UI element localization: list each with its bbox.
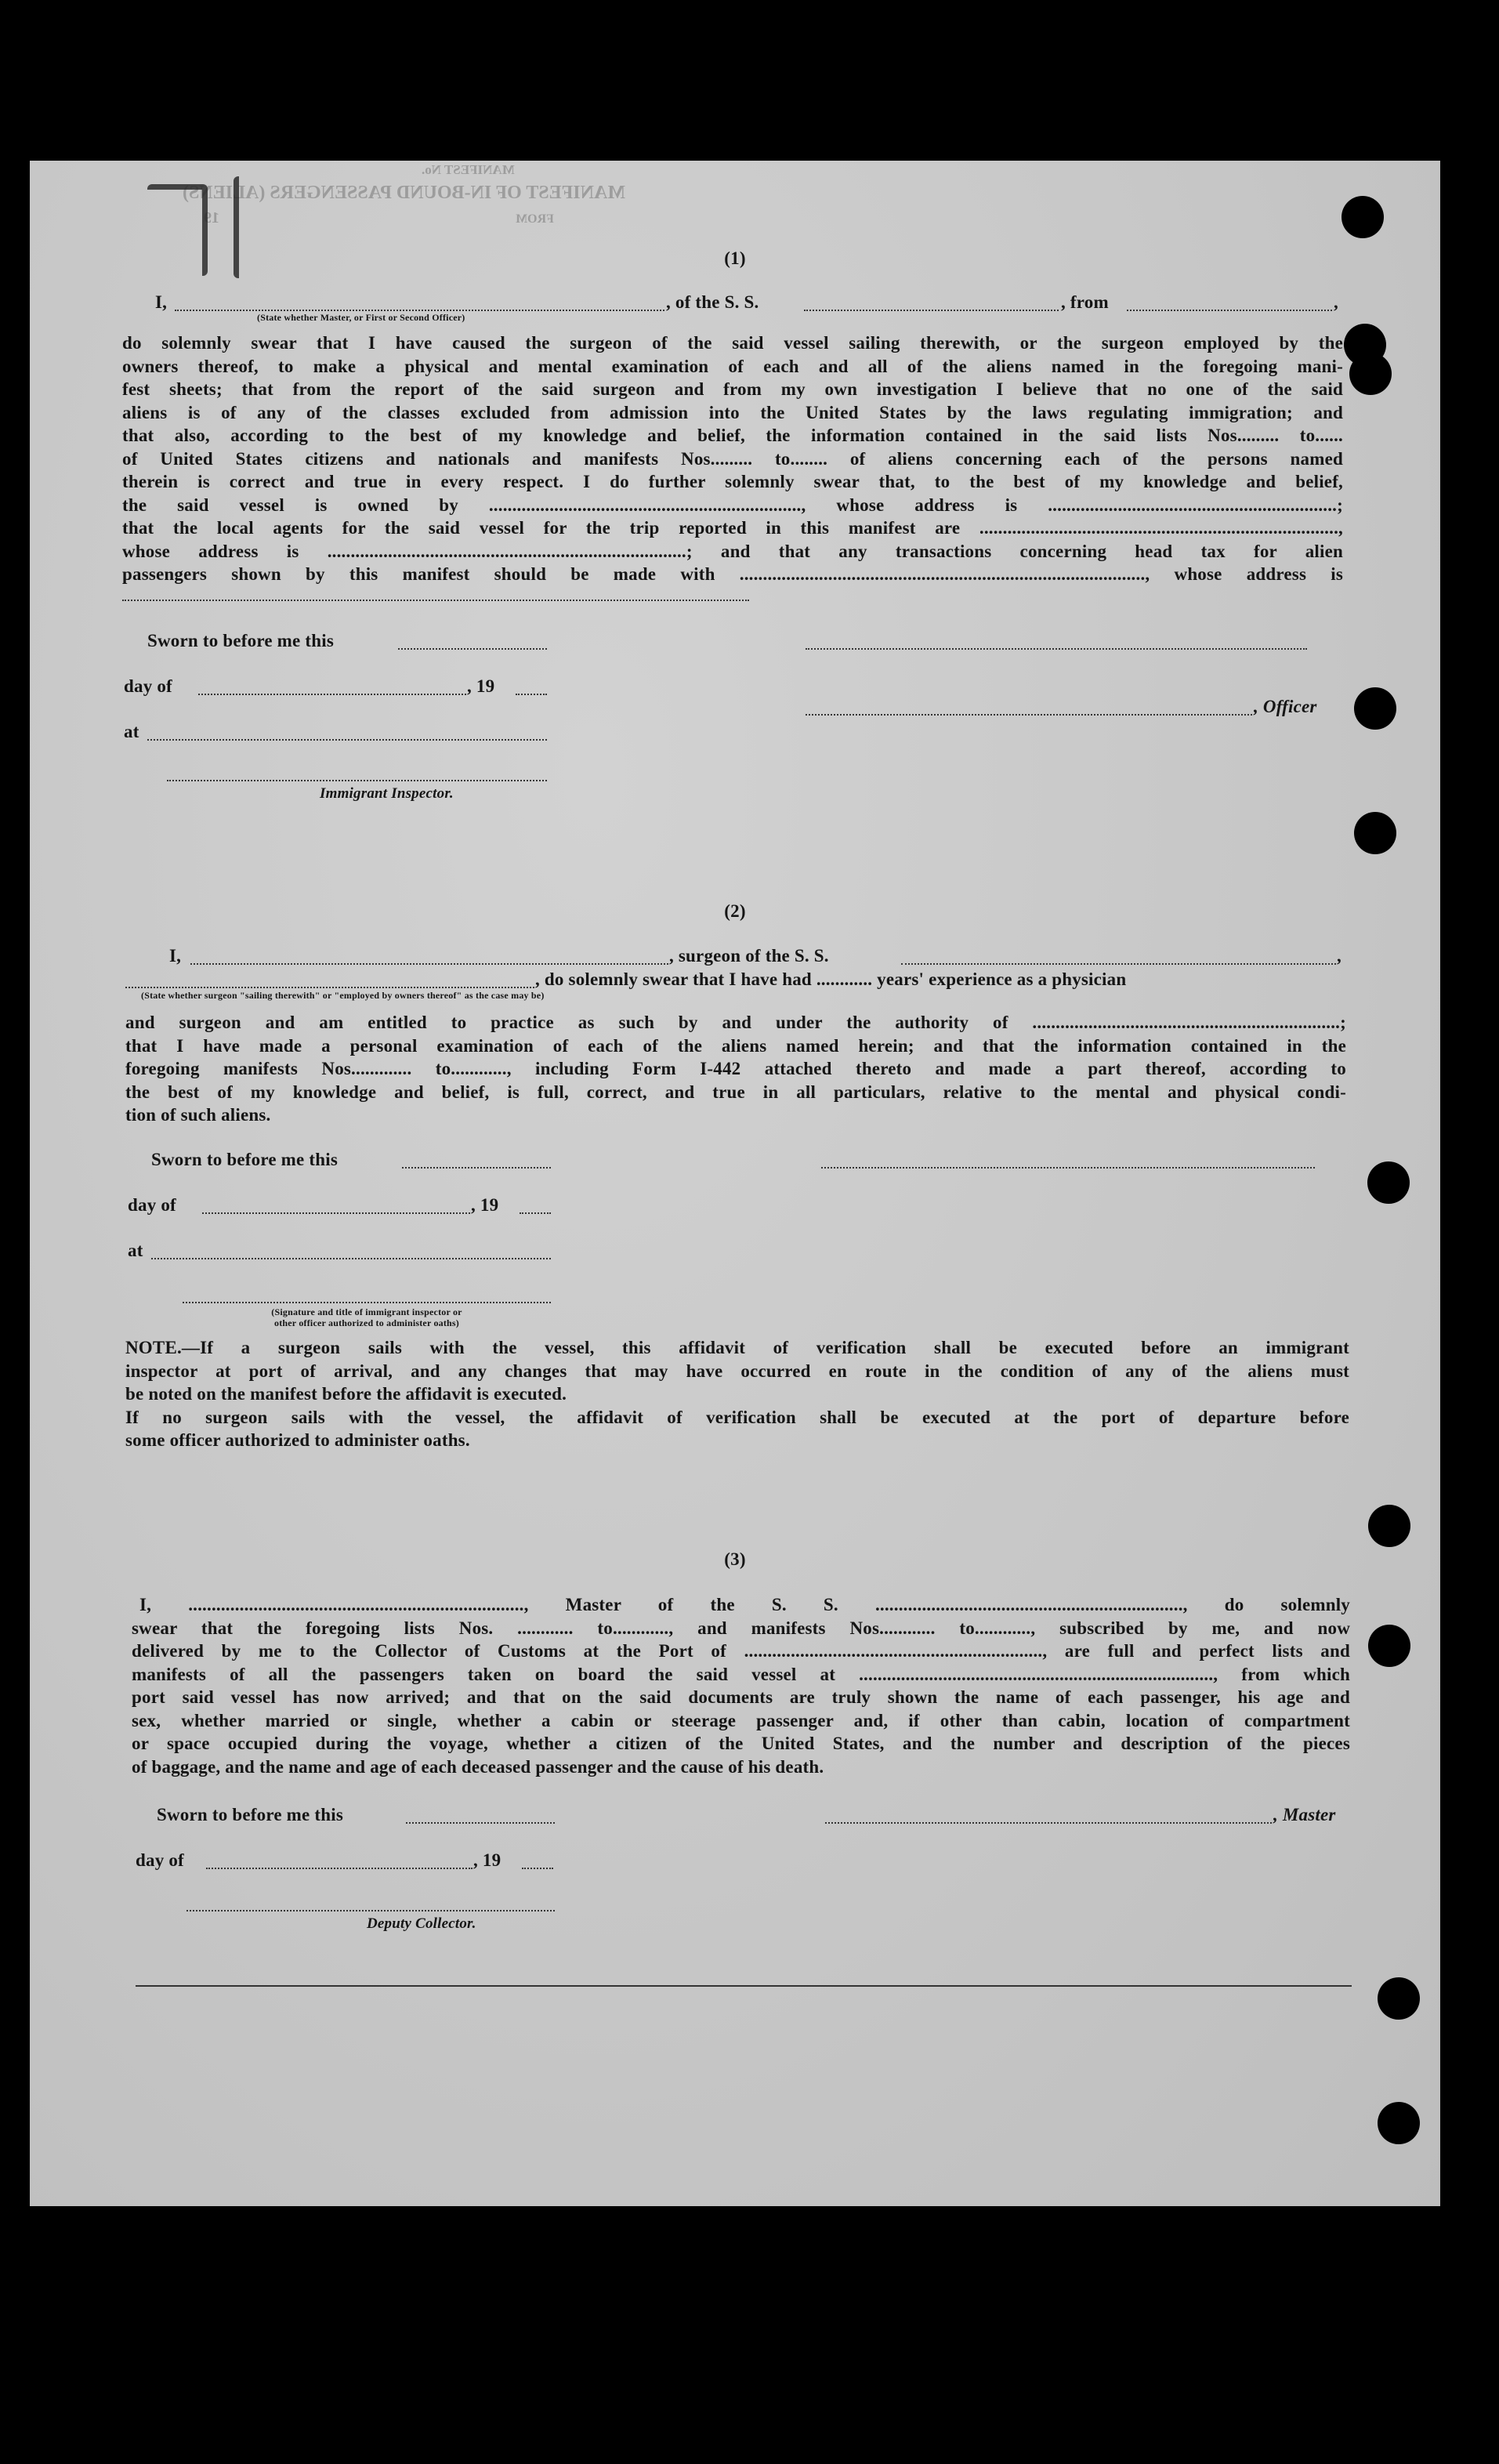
section-2-day-label: day of [128,1195,176,1215]
section-1-year-field[interactable] [516,694,547,695]
section-1-line-4: aliens is of any of the classes excluded from admission into the United States by the laws regulating immigration; and [122,402,1343,422]
inspector-signature-field[interactable] [167,780,547,781]
section-3-number: (3) [724,1549,746,1569]
section-1-line-7: therein is correct and true in every respect. I do further solemnly swear that, to the best of my knowledge and belief, [122,472,1343,491]
section-3-line-1: I, ........................................................................, Master of the S. S. .................................................................., do solemnly [139,1595,1350,1614]
section-3-line-4: manifests of all the passengers taken on board the said vessel at ............................................................................, from which [132,1664,1350,1684]
section-3-line-6: sex, whether married or single, whether a cabin or steerage passenger and, if other than cabin, location of compartment [132,1710,1350,1730]
note-2-line-1: If no surgeon sails with the vessel, the affidavit of verification shall be executed at the port of departure before [125,1407,1349,1427]
section-2-paragraph [125,1011,1346,1127]
section-1-line-5: that also, according to the best of my knowledge and belief, the information contained in the said lists Nos......... to...... [122,426,1343,445]
binder-hole [1368,1625,1410,1667]
surgeon-name-field[interactable] [190,963,668,965]
section-1-sworn-label: Sworn to before me this [147,631,334,650]
master-signature-field[interactable] [825,1822,1272,1824]
bleed-through-manifest-no: MANIFEST No. [422,162,515,177]
section-3-line-2: swear that the foregoing lists Nos. ............ to............, and manifests Nos............ to............, subscribed by me, and now [132,1618,1350,1638]
years-experience-line: , do solemnly swear that I have had ............ years' experience as a physician [535,969,1127,989]
section-1-place-field[interactable] [147,739,547,741]
master-label: , Master [1273,1805,1336,1824]
section-1-month-field[interactable] [198,694,466,695]
section-3-line-5: port said vessel has now arrived; and that on the said documents are truly shown the name of each passenger, his age and [132,1687,1350,1707]
binder-hole [1368,1505,1410,1547]
immigrant-inspector-label: Immigrant Inspector. [320,785,454,802]
section-1-sworn-day-field[interactable] [398,648,547,650]
section-3-year-field[interactable] [522,1868,553,1869]
section-1-signature-field[interactable] [806,648,1307,650]
section-2-year-label: , 19 [471,1195,499,1215]
section-1-line-2: owners thereof, to make a physical and mental examination of each and all of the aliens named in the foregoing mani- [122,356,1343,376]
section-1-number: (1) [724,248,746,268]
section-2-line-5: tion of such aliens. [125,1105,271,1125]
section-1-line-10: whose address is .............................................................................; and that any transactions concerning head tax for alien [122,541,1343,561]
of-ss-label: , of the S. S. [666,292,759,312]
section-2-line-4: the best of my knowledge and belief, is full, correct, and true in all particulars, relative to the mental and physical condi- [125,1082,1346,1102]
binder-hole [1341,196,1384,238]
section-2-inspector-signature-field[interactable] [183,1302,551,1303]
bleed-through-heading: MANIFEST OF IN-BOUND PASSENGERS (ALIENS) [183,183,625,203]
signature-title-note-1: (Signature and title of immigrant inspector or [271,1306,462,1317]
binder-hole [1354,687,1396,730]
section-2-at-label: at [128,1241,143,1260]
officer-signature-field[interactable] [806,714,1252,716]
section-3-month-field[interactable] [206,1868,473,1869]
bleed-through-from: FROM [516,212,554,226]
section-3-year-label: , 19 [473,1850,501,1870]
surgeon-status-note: (State whether surgeon "sailing therewith" or "employed by owners thereof" as the case may be) [141,990,545,1001]
binder-hole [1378,1977,1420,2020]
section-1-day-label: day of [124,676,172,696]
bottom-rule [136,1985,1352,1987]
bleed-through-year: 19 [204,209,219,226]
section-2-year-field[interactable] [520,1212,551,1214]
section-1-year-label: , 19 [467,676,495,696]
surgeon-note [125,1336,1349,1452]
collector-signature-field[interactable] [186,1910,555,1911]
head-tax-address-field[interactable] [122,600,749,601]
section-3-sworn-label: Sworn to before me this [157,1805,343,1824]
section-1-line-11: passengers shown by this manifest should be made with ......................................................................................., whose address is [122,564,1343,584]
section-2-place-field[interactable] [151,1258,551,1259]
note-line-2: inspector at port of arrival, and any changes that may have occurred en route in the condition of any of the aliens must [125,1361,1349,1381]
section-3-line-7: or space occupied during the voyage, whether a citizen of the United States, and the number and description of the pieces [132,1734,1350,1753]
section-2-vessel-field[interactable] [901,963,1336,965]
surgeon-of-ss-label: , surgeon of the S. S. [669,946,829,966]
section-1-at-label: at [124,722,139,741]
section-3-sworn-day-field[interactable] [406,1822,555,1824]
note-line-1: NOTE.—If a surgeon sails with the vessel, this affidavit of verification shall be executed before an immigrant [125,1338,1349,1357]
section-1-line-1: do solemnly swear that I have caused the surgeon of the said vessel sailing therewith, or the surgeon employed by the [122,333,1343,353]
section-1-paragraph [122,332,1343,586]
binder-hole [1378,2102,1420,2144]
binder-hole [1349,353,1392,395]
surgeon-status-field[interactable] [125,987,534,988]
section-2-line-2: that I have made a personal examination of each of the aliens named herein; and that the information contained in the [125,1035,1346,1056]
section-3-paragraph [132,1593,1350,1778]
from-label: , from [1061,292,1109,312]
section-3-day-label: day of [136,1850,184,1870]
surgeon-signature-field[interactable] [821,1167,1315,1169]
section-2-sworn-day-field[interactable] [402,1167,551,1169]
section-2-i-label: I, [169,946,182,966]
officer-name-field[interactable] [175,310,664,311]
note-line-3: be noted on the manifest before the affidavit is executed. [125,1384,567,1404]
section-2-line-3: foregoing manifests Nos............. to............, including Form I-442 attached thereto and made a part thereof, according to [125,1059,1346,1078]
vessel-name-field[interactable] [804,310,1059,311]
section-2-line-1: and surgeon and am entitled to practice as such by and under the authority of ..................................................................; [125,1013,1346,1032]
section-1-i-label: I, [155,292,168,312]
signature-title-note-2: other officer authorized to administer oaths) [274,1317,459,1328]
section-1-line-8: the said vessel is owned by ..................................................................., whose address is ..............................................................; [122,495,1343,515]
officer-label: , Officer [1254,697,1317,716]
section-1-line-6: of United States citizens and nationals and manifests Nos......... to........ of aliens concerning each of the persons named [122,448,1343,469]
section-3-line-3: delivered by me to the Collector of Customs at the Port of ................................................................, are full and perfect lists and [132,1641,1350,1661]
binder-hole [1354,812,1396,854]
deputy-collector-label: Deputy Collector. [367,1915,476,1932]
departure-port-field[interactable] [1127,310,1332,311]
note-2-line-2: some officer authorized to administer oaths. [125,1430,470,1450]
section-1-line-9: that the local agents for the said vessel for the trip reported in this manifest are ............................................................................., [122,518,1343,538]
section-1-line-3: fest sheets; that from the report of the said surgeon and from my own investigation I believe that no one of the said [122,379,1343,399]
section-2-number: (2) [724,901,746,921]
officer-rank-note: (State whether Master, or First or Second Officer) [257,312,465,323]
section-3-line-8: of baggage, and the name and age of each deceased passenger and the cause of his death. [132,1756,824,1777]
manifest-back-page: MANIFEST No. MANIFEST OF IN-BOUND PASSENGERS (ALIENS) FROM 19 (1) I, , of the S. S. , from , (State whether Master, or First or Second Officer) do solemnly swear that I have caused the surgeon of the said vessel sailing therewith, or the surgeon employed by the owners thereof, to make a physical and mental examination of each and all of the aliens named in the foregoing mani- fest sheets; that from the report of the said surgeon and from my own investigation I believe that no one of the said aliens is of any of the classes excluded from admission into the United States by the laws regulating immigration; and that also, according to the best of my knowledge and belief, the information contained in the said lists Nos......... to...... of United States citizens and nationals and manifests Nos......... to........ of aliens concerning each of the persons named therein is correct and true in every respect. I do further solemnly swear that, to the best of my knowledge and belief, the said vessel is owned by ..................................................................., whose address is ..............................................................; that the local agents for the said vessel for the trip reported in this manifest are ............................................................................., whose address is .............................................................................; and that any transactions concerning head tax for alien passengers shown by this manifest should be made with ......................................................................................., whose address is Sworn to before me this day of , 19 , Officer at Immigrant Inspector. (2) I, , surgeon of the S. S. , , do solemnly swear that I have had ............ years' experience as a physician (State whether surgeon "sailing therewith" or "employed by owners thereof" as the case may be) and surgeon and am entitled to practice as such by and under the authority of ..................................................................; that I have made a personal examination of each of the aliens named herein; and that the information contained in the foregoing manifests Nos............. to............, including Form I-442 attached thereto and made a part thereof, according to the best of my knowledge and belief, is full, correct, and true in all particulars, relative to the mental and physical condi- tion of such aliens. Sworn to before me this day of , 19 at (Signature and title of immigrant inspector or other officer authorized to administer oaths) NOTE.—If a surgeon sails with the vessel, this affidavit of verification shall be executed before an immigrant inspector at port of arrival, and any changes that may have occurred en route in the condition of any of the aliens must be noted on the manifest before the affidavit is executed. If no surgeon sails with the vessel, the affidavit of verification shall be executed at the port of departure before some officer authorized to administer oaths. (3) I, ........................................................................, Master of the S. S. .................................................................., do solemnly swear that the foregoing lists Nos. ............ to............, and manifests Nos............ to............, subscribed by me, and now delivered by me to the Collector of Customs at the Port of ................................................................, are full and perfect lists and manifests of all the passengers taken on board the said vessel at ............................................................................, from which port said vessel has now arrived; and that on the said documents are truly shown the name of each passenger, his age and sex, whether married or single, whether a cabin or steerage passenger and, if other than cabin, location of compartment or space occupied during the voyage, whether a citizen of the United States, and the number and description of the pieces of baggage, and the name and age of each deceased passenger and the cause of his death. Sworn to before me this , Master day of , 19 Deputy Collector. [30,161,1440,2206]
binder-hole [1367,1161,1410,1204]
section-2-sworn-label: Sworn to before me this [151,1150,338,1169]
section-2-month-field[interactable] [202,1212,470,1214]
